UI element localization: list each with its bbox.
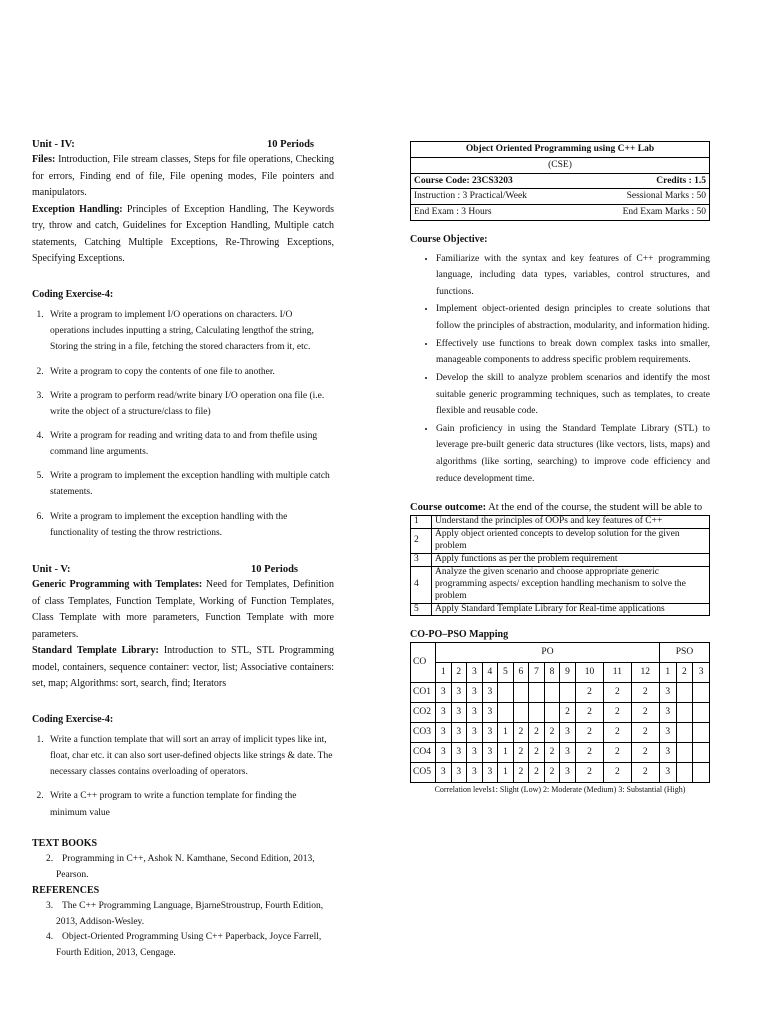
- outcome-title: Course outcome:: [410, 502, 487, 514]
- unit4-heading: [32, 138, 334, 152]
- outcome-number: 5: [411, 603, 432, 616]
- mapping-pso-cell: [676, 762, 693, 782]
- mapping-po-cell: 2: [604, 682, 631, 702]
- po-number: 1: [436, 662, 452, 682]
- mapping-row: [411, 682, 710, 702]
- mapping-po-cell: 3: [560, 742, 576, 762]
- mapping-po-cell: [513, 682, 529, 702]
- unit4-exercise-title: Coding Exercise-4:: [32, 288, 114, 300]
- mapping-po-cell: 3: [467, 682, 483, 702]
- mapping-po-cell: 3: [467, 702, 483, 722]
- mapping-po-cell: 2: [575, 742, 603, 762]
- exercise-item: 6. Write a program to implement the exception handling with the functionality of testing the throw restrictions.: [46, 509, 334, 541]
- mapping-po-cell: [529, 682, 545, 702]
- reference-number: 3.: [46, 901, 54, 912]
- mapping-po-cell: 1: [498, 722, 514, 742]
- mapping-po-cell: 3: [451, 742, 467, 762]
- stl-text: Introduction to STL, STL Programming model, containers, sequence container: vector, list; Associative containers: set, map; Algorithms: sort, search, find; Iterators: [32, 645, 334, 690]
- mapping-po-cell: 2: [575, 722, 603, 742]
- mapping-po-cell: 3: [560, 762, 576, 782]
- mapping-po-cell: 2: [575, 682, 603, 702]
- unit5-stl-paragraph: [32, 643, 334, 693]
- mapping-po-cell: 2: [631, 702, 659, 722]
- outcome-text: Analyze the given scenario and choose appropriate generic programming aspects/ exception handling mechanism to solve the problem: [432, 566, 710, 603]
- mapping-pso-cell: 3: [659, 682, 676, 702]
- mapping-pso-header: PSO: [659, 642, 709, 662]
- mapping-po-header: PO: [436, 642, 660, 662]
- outcome-row: [411, 554, 710, 567]
- mapping-pso-cell: [676, 742, 693, 762]
- outcome-intro: At the end of the course, the student will be able to: [486, 502, 703, 514]
- mapping-po-cell: 3: [482, 722, 498, 742]
- po-number: 2: [451, 662, 467, 682]
- objective-item: • Implement object-oriented design principles to create solutions that follow the principles of abstraction, modularity, and information hiding.: [436, 301, 710, 334]
- mapping-po-cell: 2: [544, 742, 560, 762]
- mapping-co-header: CO: [411, 642, 436, 682]
- mapping-po-cell: 3: [451, 702, 467, 722]
- reference-text: Object-Oriented Programming Using C++ Paperback, Joyce Farrell, Fourth Edition, 2013, Cengage.: [56, 932, 322, 959]
- unit4-periods: 10 Periods: [267, 139, 314, 150]
- unit5-heading: [32, 563, 334, 577]
- mapping-po-cell: 3: [436, 682, 452, 702]
- mapping-po-cell: 3: [482, 702, 498, 722]
- mapping-po-cell: 2: [513, 722, 529, 742]
- pso-number: 3: [693, 662, 710, 682]
- pso-number: 1: [659, 662, 676, 682]
- mapping-pso-cell: [676, 682, 693, 702]
- mapping-po-cell: 3: [560, 722, 576, 742]
- objective-title: Course Objective:: [410, 234, 488, 246]
- mapping-pso-cell: [676, 722, 693, 742]
- unit5-generic-paragraph: [32, 577, 334, 643]
- unit5-exercise-title: Coding Exercise-4:: [32, 713, 114, 725]
- mapping-po-cell: 2: [513, 762, 529, 782]
- mapping-po-cell: 3: [436, 762, 452, 782]
- exercise-item: 1. Write a program to implement I/O operations on characters. I/O operations includes inputting a string, Calculating lengthof the string, Storing the string in a file, fetching the stored characters from it, etc.: [46, 307, 334, 355]
- objective-item: • Gain proficiency in using the Standard Template Library (STL) to leverage pre-built generic data structures (like vectors, lists, maps) and algorithms (like sorting, searching) to improve code efficiency and reduce development time.: [436, 421, 710, 488]
- mapping-co-label: CO4: [411, 742, 436, 762]
- unit4-title: Unit - IV:: [32, 139, 75, 150]
- unit5-periods: 10 Periods: [251, 563, 298, 575]
- mapping-po-cell: 2: [513, 742, 529, 762]
- mapping-pso-cell: [693, 762, 710, 782]
- outcome-number: 1: [411, 516, 432, 529]
- mapping-po-cell: 2: [631, 722, 659, 742]
- mapping-pso-cell: 3: [659, 702, 676, 722]
- course-header-table: [410, 141, 710, 221]
- mapping-po-cell: 2: [604, 702, 631, 722]
- course-title: Object Oriented Programming using C++ Lab: [411, 142, 710, 158]
- unit4-exercise-list: [32, 307, 334, 541]
- mapping-po-cell: 2: [631, 742, 659, 762]
- mapping-po-cell: 3: [482, 742, 498, 762]
- mapping-po-cell: 2: [631, 682, 659, 702]
- mapping-po-cell: 3: [467, 762, 483, 782]
- reference-number: 2.: [46, 854, 54, 865]
- mapping-co-label: CO5: [411, 762, 436, 782]
- outcome-text: Understand the principles of OOPs and key features of C++: [432, 516, 710, 529]
- outcome-number: 2: [411, 529, 432, 554]
- course-end-marks: End Exam Marks : 50: [581, 205, 709, 221]
- unit5-title: Unit - V:: [32, 563, 71, 575]
- unit4-exception-paragraph: [32, 202, 334, 268]
- reference-item: [46, 852, 334, 883]
- course-code: Course Code: 23CS3203: [411, 173, 582, 189]
- files-label: Files:: [32, 154, 56, 166]
- exercise-item: 4. Write a program for reading and writing data to and from thefile using command line arguments.: [46, 428, 334, 460]
- mapping-po-cell: 3: [451, 762, 467, 782]
- po-number: 10: [575, 662, 603, 682]
- mapping-po-cell: 3: [451, 722, 467, 742]
- references-list: [32, 899, 334, 962]
- mapping-pso-cell: [693, 682, 710, 702]
- course-sessional: Sessional Marks : 50: [581, 189, 709, 205]
- mapping-pso-cell: [693, 702, 710, 722]
- mapping-po-cell: 2: [544, 762, 560, 782]
- generic-label: Generic Programming with Templates:: [32, 579, 203, 591]
- objective-item: • Effectively use functions to break down complex tasks into smaller, manageable components to address specific problem requirements.: [436, 336, 710, 369]
- mapping-po-cell: 3: [451, 682, 467, 702]
- po-number: 6: [513, 662, 529, 682]
- outcome-table: [410, 515, 710, 616]
- mapping-po-cell: 3: [482, 682, 498, 702]
- po-number: 12: [631, 662, 659, 682]
- course-end-exam: End Exam : 3 Hours: [411, 205, 582, 221]
- reference-text: The C++ Programming Language, BjarneStroustrup, Fourth Edition, 2013, Addison-Wesley.: [56, 901, 324, 927]
- outcome-row: [411, 529, 710, 554]
- mapping-legend: Correlation levels1: Slight (Low) 2: Moderate (Medium) 3: Substantial (High): [434, 784, 686, 794]
- mapping-po-cell: 1: [498, 762, 514, 782]
- outcome-heading: [410, 501, 710, 515]
- mapping-po-cell: [544, 682, 560, 702]
- generic-text: Need for Templates, Definition of class Templates, Function Template, Working of Function Templates, Class Template with more parameters, Function Template with more parameters.: [32, 579, 334, 640]
- mapping-po-cell: 3: [436, 742, 452, 762]
- exercise-item: 1. Write a function template that will sort an array of implicit types like int, float, char etc. it can also sort user-defined objects like strings & date. The necessary classes contains overloading of operators.: [46, 732, 334, 780]
- mapping-po-cell: [529, 702, 545, 722]
- mapping-pso-cell: 3: [659, 742, 676, 762]
- objective-list: [410, 251, 710, 488]
- objective-item: • Develop the skill to analyze problem scenarios and identify the most suitable generic programming techniques, such as templates, to create flexible and reusable code.: [436, 370, 710, 420]
- mapping-po-cell: 1: [498, 742, 514, 762]
- outcome-row: [411, 516, 710, 529]
- mapping-po-cell: 2: [560, 702, 576, 722]
- exercise-item: 2. Write a C++ program to write a function template for finding the minimum value: [46, 788, 334, 820]
- po-number: 4: [482, 662, 498, 682]
- mapping-po-cell: [560, 682, 576, 702]
- mapping-po-cell: 3: [467, 722, 483, 742]
- outcome-text: Apply functions as per the problem requirement: [432, 554, 710, 567]
- text-books-list: [32, 852, 334, 883]
- mapping-po-cell: 3: [436, 702, 452, 722]
- references-title: REFERENCES: [32, 884, 100, 896]
- reference-text: Programming in C++, Ashok N. Kamthane, Second Edition, 2013, Pearson.: [56, 854, 315, 880]
- outcome-text: Apply object oriented concepts to develop solution for the given problem: [432, 529, 710, 554]
- mapping-po-cell: 3: [467, 742, 483, 762]
- outcome-row: [411, 603, 710, 616]
- po-number: 3: [467, 662, 483, 682]
- exception-label: Exception Handling:: [32, 203, 123, 215]
- mapping-po-cell: [513, 702, 529, 722]
- mapping-co-label: CO3: [411, 722, 436, 742]
- reference-item: [46, 899, 334, 930]
- exception-text: Principles of Exception Handling, The Keywords try, throw and catch, Guidelines for Exception Handling, Multiple catch statements, Catching Multiple Exceptions, Re-Throwing Exceptions, Specifying Exceptions.: [32, 203, 334, 265]
- mapping-po-cell: [498, 702, 514, 722]
- pso-number: 2: [676, 662, 693, 682]
- mapping-co-label: CO2: [411, 702, 436, 722]
- unit5-exercise-list: [32, 732, 334, 821]
- mapping-pso-cell: 3: [659, 762, 676, 782]
- mapping-pso-cell: 3: [659, 722, 676, 742]
- outcome-row: [411, 566, 710, 603]
- files-text: Introduction, File stream classes, Steps for file operations, Checking for errors, Finding end of file, File opening modes, File pointers and manipulators.: [32, 154, 334, 199]
- mapping-table: [410, 642, 710, 783]
- mapping-po-cell: 3: [436, 722, 452, 742]
- mapping-pso-cell: [693, 722, 710, 742]
- mapping-po-cell: 2: [604, 722, 631, 742]
- mapping-title: CO-PO–PSO Mapping: [410, 629, 509, 641]
- po-number: 9: [560, 662, 576, 682]
- mapping-po-cell: 2: [575, 762, 603, 782]
- exercise-item: 3. Write a program to perform read/write binary I/O operation ona file (i.e. write the object of a structure/class to file): [46, 388, 334, 420]
- mapping-po-cell: [498, 682, 514, 702]
- exercise-item: 2. Write a program to copy the contents of one file to another.: [46, 364, 334, 380]
- po-number: 11: [604, 662, 631, 682]
- mapping-row: [411, 742, 710, 762]
- mapping-po-cell: 2: [544, 722, 560, 742]
- po-number: 7: [529, 662, 545, 682]
- outcome-text: Apply Standard Template Library for Real-time applications: [432, 603, 710, 616]
- mapping-co-label: CO1: [411, 682, 436, 702]
- mapping-pso-cell: [693, 742, 710, 762]
- stl-label: Standard Template Library:: [32, 645, 159, 657]
- left-column: [32, 138, 334, 962]
- po-number: 8: [544, 662, 560, 682]
- course-branch: (CSE): [411, 157, 710, 173]
- mapping-row: [411, 702, 710, 722]
- outcome-number: 3: [411, 554, 432, 567]
- outcome-number: 4: [411, 566, 432, 603]
- mapping-number-row: [411, 662, 710, 682]
- mapping-po-cell: 2: [575, 702, 603, 722]
- mapping-po-cell: 2: [631, 762, 659, 782]
- unit4-files-paragraph: [32, 152, 334, 202]
- mapping-po-cell: 2: [529, 762, 545, 782]
- mapping-po-cell: [544, 702, 560, 722]
- mapping-po-cell: 2: [529, 742, 545, 762]
- exercise-item: 5. Write a program to implement the exception handling with multiple catch statements.: [46, 468, 334, 500]
- po-number: 5: [498, 662, 514, 682]
- mapping-row: [411, 762, 710, 782]
- mapping-pso-cell: [676, 702, 693, 722]
- reference-item: [46, 930, 334, 961]
- course-credits: Credits : 1.5: [581, 173, 709, 189]
- objective-item: • Familiarize with the syntax and key features of C++ programming language, including data types, variables, control structures, and functions.: [436, 251, 710, 301]
- mapping-row: [411, 722, 710, 742]
- reference-number: 4.: [46, 932, 54, 943]
- course-instruction: Instruction : 3 Practical/Week: [411, 189, 582, 205]
- mapping-po-cell: 2: [604, 742, 631, 762]
- mapping-po-cell: 2: [604, 762, 631, 782]
- right-column: [410, 141, 710, 796]
- mapping-header-row: [411, 642, 710, 662]
- text-books-title: TEXT BOOKS: [32, 837, 98, 849]
- mapping-po-cell: 2: [529, 722, 545, 742]
- mapping-po-cell: 3: [482, 762, 498, 782]
